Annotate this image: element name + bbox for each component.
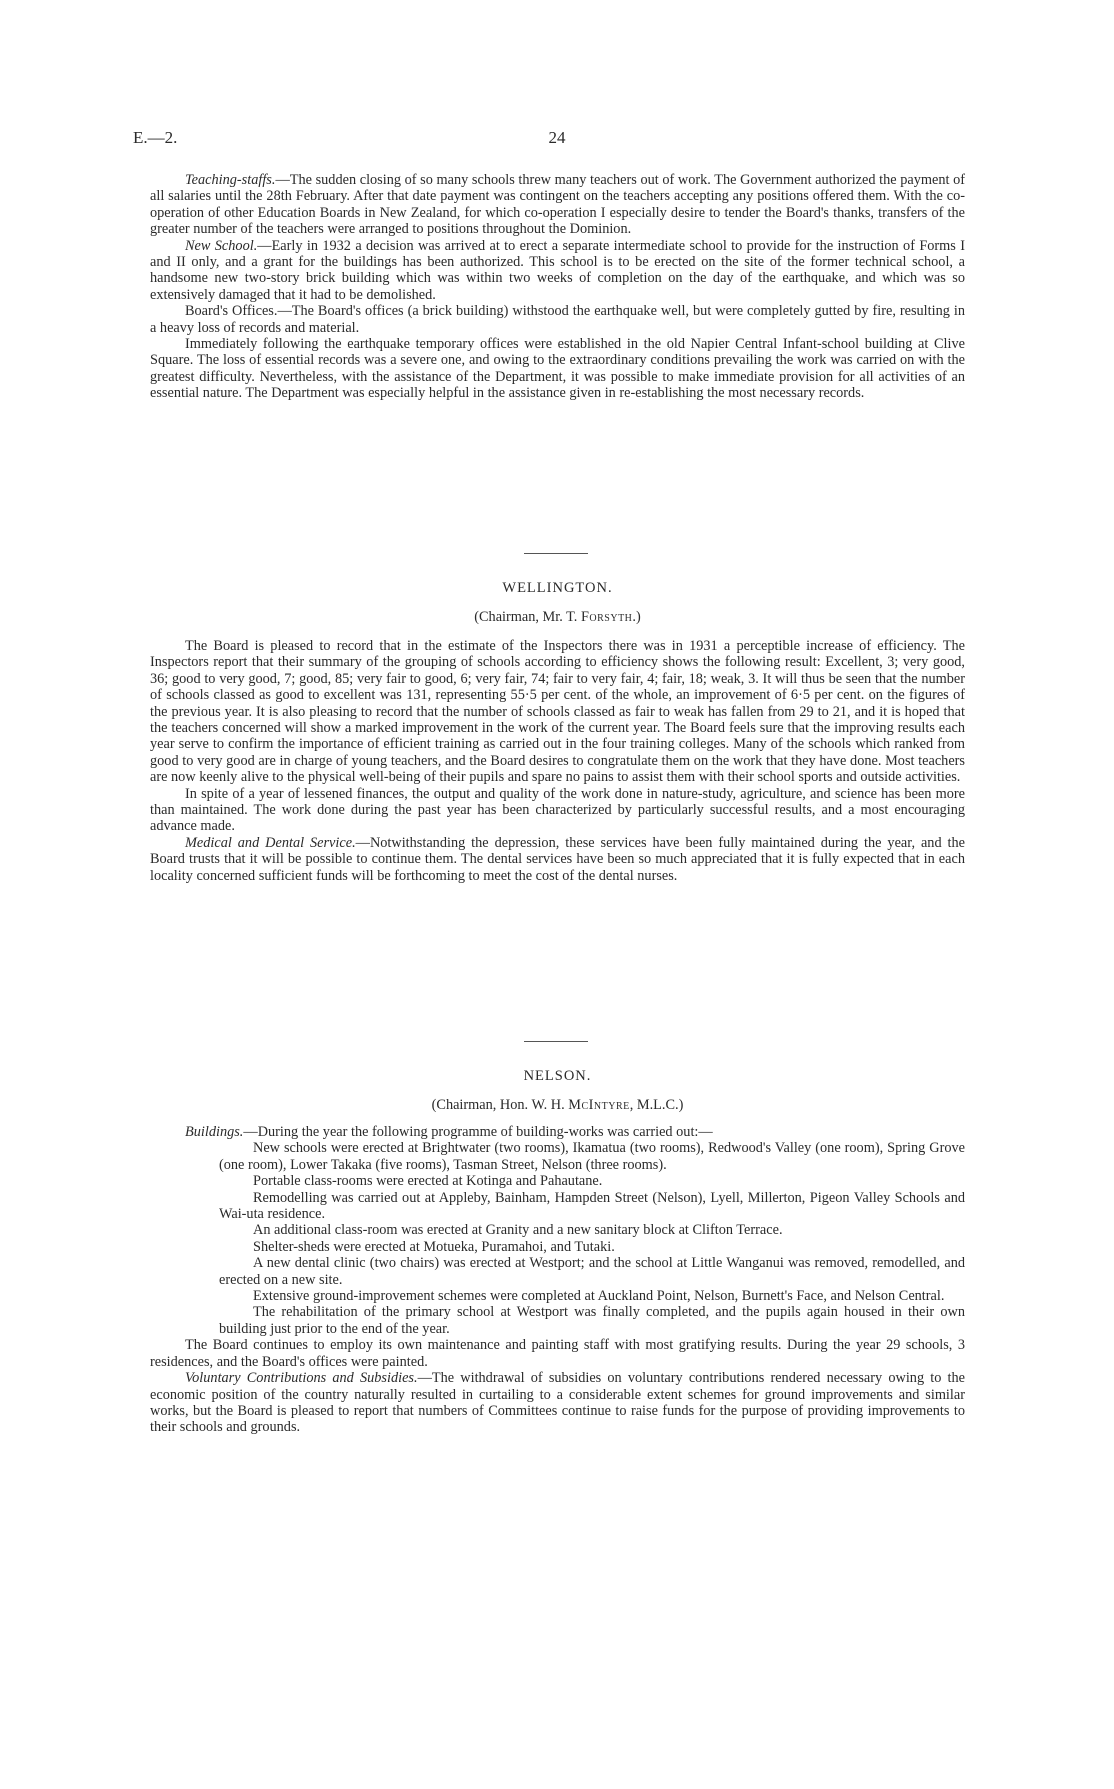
paragraph-maintenance: The Board continues to employ its own maintenance and painting staff with most gratifying results. During the year 29 schools, 3 residences, and the Board's offices were painted.	[150, 1337, 965, 1370]
chair-suffix: , M.L.C.)	[629, 1097, 684, 1113]
nelson-chairman	[150, 1097, 965, 1114]
document-code: E.—2.	[133, 128, 178, 147]
teaching-staffs-text: —The sudden closing of so many schools threw many teachers out of work. The Government authorized the payment of all salaries until the 28th February. After that date payment was contingent on the teachers accepting any positions offered them. With the co-operation of other Education Boards in New Zealand, for which co-operation I especially desire to tender the Board's thanks, transfers of the greater number of the teachers were arranged to positions throughout the Dominion.	[150, 172, 965, 238]
voluntary-heading: Voluntary Contributions and Subsidies.	[185, 1370, 418, 1387]
building-item: A new dental clinic (two chairs) was erected at Westport; and the school at Little Wanganui was removed, remodelled, and erected on a new site.	[219, 1255, 965, 1288]
page-number: 24	[548, 128, 566, 147]
wellington-title: WELLINGTON.	[502, 580, 613, 596]
building-item: Extensive ground-improvement schemes were completed at Auckland Point, Nelson, Burnett's Face, and Nelson Central.	[253, 1288, 945, 1305]
new-school-heading: New School.	[185, 237, 258, 254]
chair-name: McIntyre	[568, 1097, 630, 1113]
medical-dental-heading: Medical and Dental Service.	[185, 834, 356, 851]
section-divider	[524, 1041, 588, 1042]
wellington-section	[150, 638, 965, 884]
chair-prefix: (Chairman, Mr. T.	[474, 609, 581, 625]
paragraph-teaching-staffs	[150, 172, 965, 238]
teaching-staffs-heading: Teaching-staffs.	[185, 172, 276, 188]
buildings-text: —During the year the following programme of building-works was carried out:—	[243, 1124, 713, 1140]
paragraph-nature-study: In spite of a year of lessened finances, the output and quality of the work done in nature-study, agriculture, and science has been more than maintained. The work done during the past year has been characterized by particularly successful results, and a most encouraging advance made.	[150, 785, 965, 835]
wellington-chairman	[150, 609, 965, 626]
chair-name: Forsyth	[580, 609, 633, 625]
buildings-heading: Buildings.	[185, 1124, 244, 1140]
chair-prefix: (Chairman, Hon. W. H.	[431, 1097, 569, 1113]
new-school-text: —Early in 1932 a decision was arrived at to erect a separate intermediate school to provide for the instruction of Forms I and II only, and a grant for the buildings has been authorized. This school is to be erected on the site of the former technical school, a handsome new two-story brick building which was within two weeks of completion on the day of the earthquake, and which was so extensively damaged that it had to be demolished.	[150, 237, 965, 303]
nelson-section	[150, 1124, 965, 1436]
voluntary-text: —The withdrawal of subsidies on voluntary contributions rendered necessary owing to the economic position of the country naturally resulted in curtailing to a considerable extent schemes for ground improvements and similar works, but the Board is pleased to report that numbers of Committees continue to raise funds for the purpose of providing improvements to their schools and grounds.	[150, 1370, 966, 1436]
building-item: New schools were erected at Brightwater (two rooms), Ikamatua (two rooms), Redwood's Valley (one room), Spring Grove (one room), Lower Takaka (five rooms), Tasman Street, Nelson (three rooms).	[219, 1140, 965, 1173]
building-item: The rehabilitation of the primary school at Westport was finally completed, and the pupils again housed in their own building just prior to the end of the year.	[219, 1304, 965, 1337]
hawkes-bay-continuation	[150, 172, 965, 402]
paragraph-buildings	[150, 1124, 965, 1140]
chair-suffix: .)	[632, 609, 641, 625]
paragraph-voluntary-contributions	[150, 1370, 965, 1436]
nelson-title: NELSON.	[523, 1068, 592, 1084]
section-divider	[524, 553, 588, 554]
building-item: Remodelling was carried out at Appleby, Bainham, Hampden Street (Nelson), Lyell, Millerton, Pigeon Valley Schools and Wai-uta residence.	[219, 1189, 965, 1223]
medical-dental-text: —Notwithstanding the depression, these services have been fully maintained during the year, and the Board trusts that it will be possible to continue them. The dental services have been so much appreciated that it is fully expected that in each locality concerned sufficient funds will be forthcoming to meet the cost of the dental nurses.	[150, 834, 965, 884]
paragraph-medical-dental	[150, 835, 965, 884]
page-header	[133, 128, 981, 152]
building-item: An additional class-room was erected at Granity and a new sanitary block at Clifton Terrace.	[253, 1222, 783, 1239]
paragraph-efficiency: The Board is pleased to record that in the estimate of the Inspectors there was in 1931 a perceptible increase of efficiency. The Inspectors report that their summary of the grouping of schools according to efficiency shows the following result: Excellent, 3; very good, 36; good to very good, 7; good, 85; very fair to good, 6; very fair, 74; fair to very fair, 4; fair, 18; weak, 3. It will thus be seen that the number of schools classed as good to excellent was 131, representing 55·5 per cent. of the whole, an improvement of 6·5 per cent. on the figures of the previous year. It is also pleasing to record that the number of schools classed as fair to weak has fallen from 29 to 21, and it is hoped that the teachers concerned will show a marked improvement in the work of the current year. The Board feels sure that the improving results each year serve to confirm the importance of efficient training as carried out in the four training colleges. Many of the schools which ranked from good to very good are in charge of young teachers, and the Board desires to congratulate them on the work that they have done. Most teachers are now keenly alive to the physical well-being of their pupils and spare no pains to assist them with their school sports and outside activities.	[150, 638, 965, 786]
paragraph-boards-offices: Board's Offices.—The Board's offices (a brick building) withstood the earthquake well, but were completely gutted by fire, resulting in a heavy loss of records and material.	[150, 303, 965, 336]
paragraph-new-school	[150, 238, 965, 304]
building-item: Portable class-rooms were erected at Kotinga and Pahautane.	[253, 1173, 603, 1190]
paragraph-temporary-offices: Immediately following the earthquake temporary offices were established in the old Napier Central Infant-school building at Clive Square. The loss of essential records was a severe one, and owing to the extraordinary conditions prevailing the work was carried on with the greatest difficulty. Nevertheless, with the assistance of the Department, it was possible to make immediate provision for all activities of an essential nature. The Department was especially helpful in the assistance given in re-establishing the most necessary records.	[150, 336, 965, 402]
building-item: Shelter-sheds were erected at Motueka, Puramahoi, and Tutaki.	[253, 1238, 615, 1255]
